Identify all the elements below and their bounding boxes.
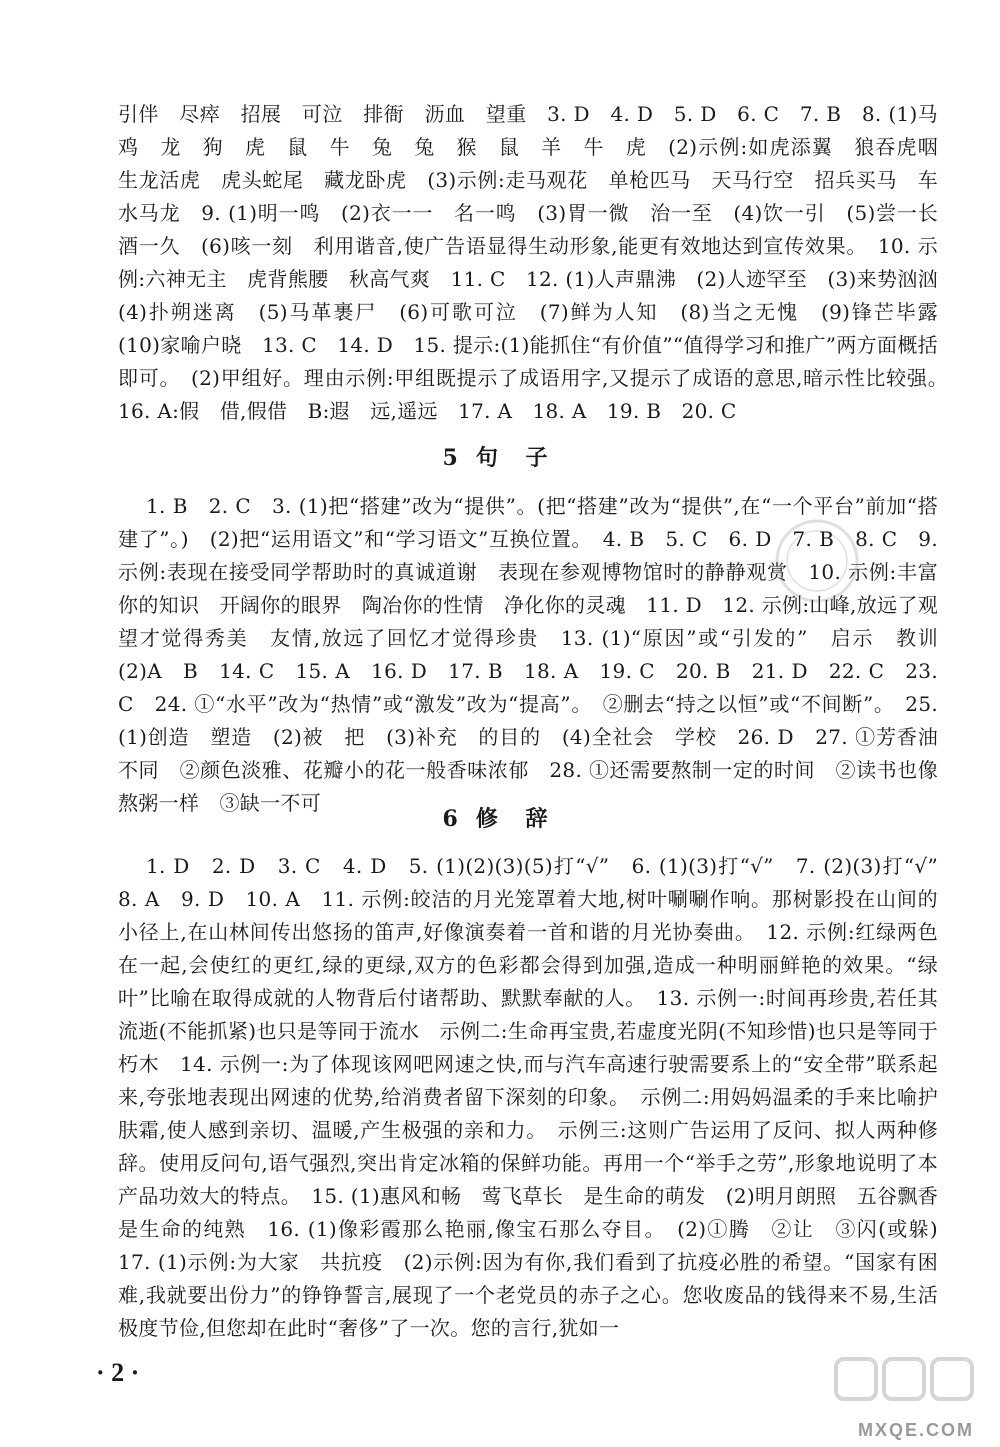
section-6-number: 6 — [442, 806, 458, 832]
section-5-title: 句 子 — [475, 445, 558, 471]
section-6-answers: 1. D 2. D 3. C 4. D 5. (1)(2)(3)(5)打“√” 6. (1)(3)打“√” 7. (2)(3)打“√” 8. A 9. D 10. A 11. 示例:皎洁的月光笼罩着大地,树叶唰唰作响。那树影投在山间的小径上,在山林间传出悠扬的笛声,好像演奏着一首和谐的月光协奏曲。 12. 示例:红绿两色在一起,会使红的更红,绿的更绿,双方的色彩都会得到加强,造成一种明丽鲜艳的效果。“绿叶”比喻在取得成就的人物背后付诸帮助、默默奉献的人。 13. 示例一:时间再珍贵,若任其流逝(不能抓紧)也只是等同于流水 示例二:生命再宝贵,若虚度光阴(不知珍惜)也只是等同于朽木 14. 示例一:为了体现该网吧网速之快,而与汽车高速行驶需要系上的“安全带”联系起来,夸张地表现出网速的优势,给消费者留下深刻的印象。 示例二:用妈妈温柔的手来比喻护肤霜,使人感到亲切、温暖,产生极强的亲和力。 示例三:这则广告运用了反问、拟人两种修辞。使用反问句,语气强烈,突出肯定冰箱的保鲜功能。再用一个“举手之劳”,形象地说明了本产品功效大的特点。 15. (1)惠风和畅 莺飞草长 是生命的萌发 (2)明月朗照 五谷飘香 是生命的纯熟 16. (1)像彩霞那么艳丽,像宝石那么夺目。 (2)①腾 ②让 ③闪(或躲) 17. (1)示例:为大家 共抗疫 (2)示例:因为有你,我们看到了抗疫必胜的希望。“国家有困难,我就要出份力”的铮铮誓言,展现了一个老党员的赤子之心。您收废品的钱得来不易,生活极度节俭,但您却在此时“奢侈”了一次。您的言行,犹如一 — [118, 854, 959, 1340]
section-6-heading — [0, 802, 1000, 833]
section-5-heading — [0, 441, 1000, 472]
page-number: · 2 · — [96, 1358, 140, 1387]
faint-stamp-mark — [772, 516, 862, 606]
idiom-answers-paragraph: 引伴 尽瘁 招展 可泣 排衙 沥血 望重 3. D 4. D 5. D 6. C 7. B 8. (1)马 鸡 龙 狗 虎 鼠 牛 兔 兔 猴 鼠 羊 牛 虎 (2)示例:如虎添翼 狼吞虎咽 生龙活虎 虎头蛇尾 藏龙卧虎 (3)示例:走马观花 单枪匹马 天马行空 招兵买马 车水马龙 9. (1)明一鸣 (2)衣一一 名一鸣 (3)胃一微 治一至 (4)饮一引 (5)尝一长 酒一久 (6)咳一刻 利用谐音,使广告语显得生动形象,能更有效地达到宣传效果。 10. 示例:六神无主 虎背熊腰 秋高气爽 11. C 12. (1)人声鼎沸 (2)人迹罕至 (3)来势汹汹 (4)扑朔迷离 (5)马革裹尸 (6)可歌可泣 (7)鲜为人知 (8)当之无愧 (9)锋芒毕露 (10)家喻户晓 13. C 14. D 15. 提示:(1)能抓住“有价值”“值得学习和推广”两方面概括即可。 (2)甲组好。理由示例:甲组既提示了成语用字,又提示了成语的意思,暗示性比较强。 16. A:假 借,假借 B:遐 远,遥远 17. A 18. A 19. B 20. C — [118, 102, 959, 423]
watermark-text: MXQE.COM — [857, 1420, 974, 1440]
section-5-number: 5 — [442, 445, 458, 471]
section-6-title: 修 辞 — [475, 806, 558, 832]
section-5-answers: 1. B 2. C 3. (1)把“搭建”改为“提供”。(把“搭建”改为“提供”,在“一个平台”前加“搭建了”。) (2)把“运用语文”和“学习语文”互换位置。 4. B 5. C 6. D 7. B 8. C 9. 示例:表现在接受同学帮助时的真诚道谢 表现在参观博物馆时的静静观赏 10. 示例:丰富你的知识 开阔你的眼界 陶冶你的性情 净化你的灵魂 11. D 12. 示例:山峰,放远了观望才觉得秀美 友情,放远了回忆才觉得珍贵 13. (1)“原因”或“引发的” 启示 教训 (2)A B 14. C 15. A 16. D 17. B 18. A 19. C 20. B 21. D 22. C 23. C 24. ①“水平”改为“热情”或“激发”改为“提高”。 ②删去“持之以恒”或“不间断”。 25. (1)创造 塑造 (2)被 把 (3)补充 的目的 (4)全社会 学校 26. D 27. ①芳香油不同 ②颜色淡雅、花瓣小的花一般香味浓郁 28. ①还需要熬制一定的时间 ②读书也像熬粥一样 ③缺一不可 — [118, 494, 959, 815]
